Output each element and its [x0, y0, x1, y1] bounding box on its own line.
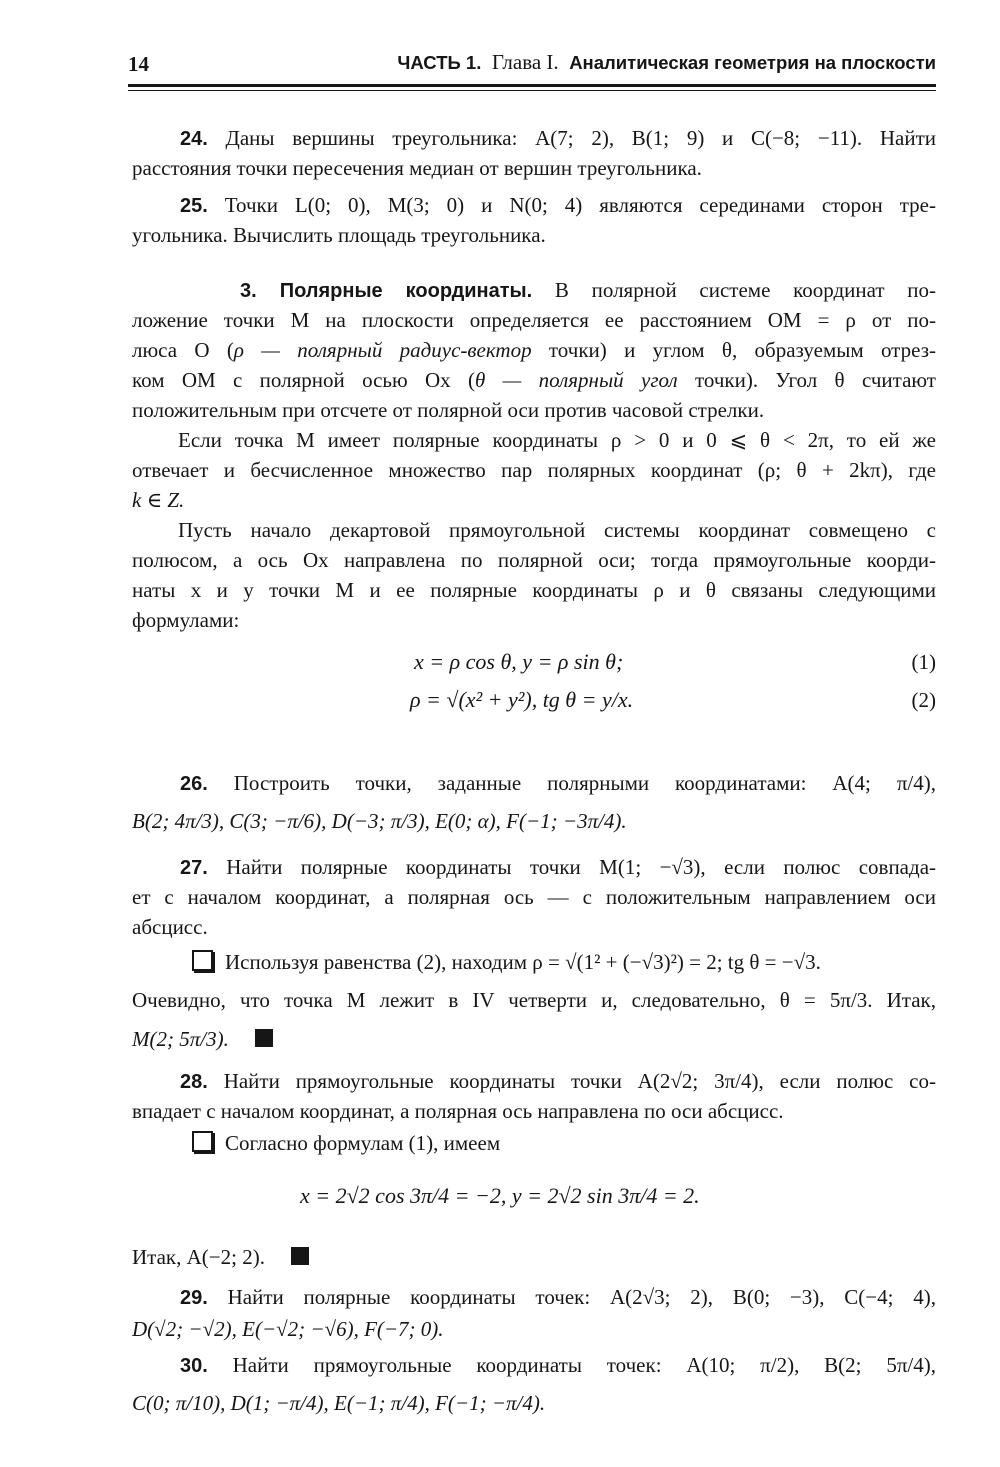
problem-27-line-1: 27. Найти полярные координаты точки M(1; −√3), если полюс совпада-: [180, 855, 937, 879]
problem-28-solution-1: Согласно формулам (1), имеем: [132, 1128, 936, 1158]
problem-number: 30.: [180, 1355, 208, 1377]
section-p3-line-1: Пусть начало декартовой прямоугольной системы координат совмещено с: [178, 518, 936, 542]
problem-27-line-2: ет с началом координат, а полярная ось — с положительным направлением оси: [132, 885, 936, 909]
section-p2-line-2: отвечает и бесчисленное множество пар полярных координат (ρ; θ + 2kπ), где: [132, 458, 936, 482]
problem-30: [132, 1350, 936, 1430]
section-p3-line-3: наты x и y точки M и ее полярные координаты ρ и θ связаны следующими: [132, 578, 936, 602]
solution-start-icon: [192, 950, 213, 971]
section-heading: 3. Полярные координаты.: [240, 280, 533, 302]
section-p3-line-4: формулами:: [132, 608, 240, 632]
section-line-2: ложение точки M на плоскости определяется ее расстоянием OM = ρ от по-: [132, 308, 936, 332]
section-3-polar-coordinates: [132, 275, 936, 630]
header-title: [397, 50, 936, 75]
problem-27-solution-2: Очевидно, что точка M лежит в IV четверти и, следовательно, θ = 5π/3. Итак,: [132, 988, 936, 1012]
section-line-1: 3. Полярные координаты. В полярной системе координат по-: [240, 278, 936, 302]
problem-28-answer: [132, 1240, 936, 1274]
problem-number: 25.: [180, 195, 208, 217]
problem-25-line-2: угольника. Вычислить площадь треугольника.: [132, 223, 546, 247]
problem-number: 26.: [180, 773, 208, 795]
header-part: ЧАСТЬ 1.: [397, 52, 482, 73]
problem-29: [132, 1282, 936, 1352]
section-p3-line-2: полюсом, а ось Ox направлена по полярной оси; тогда прямоугольные коорди-: [132, 548, 936, 572]
problem-25: [132, 190, 936, 260]
header-chapter-title: Аналитическая геометрия на плоскости: [569, 52, 936, 73]
problem-27-solution-3: M(2; 5π/3).: [132, 1024, 936, 1054]
problem-25-line-1: 25. Точки L(0; 0), M(3; 0) и N(0; 4) являются серединами сторон тре-: [180, 193, 936, 217]
formula-1: x = ρ cos θ, y = ρ sin θ;: [414, 649, 624, 674]
problem-30-line-2: C(0; π/10), D(1; −π/4), E(−1; π/4), F(−1; −π/4).: [132, 1391, 546, 1415]
header-rule-thin: [128, 90, 936, 91]
header-chapter: Глава I.: [491, 50, 559, 74]
problem-28-solution-2: Итак, A(−2; 2).: [132, 1242, 936, 1272]
term-polar-angle: θ — полярный угол: [475, 368, 678, 392]
problem-27-line-3: абсцисс.: [132, 915, 208, 939]
formula-2: ρ = √(x² + y²), tg θ = y/x.: [410, 687, 634, 712]
section-p2-line-1: Если точка M имеет полярные координаты ρ > 0 и 0 ⩽ θ < 2π, то ей же: [178, 428, 936, 452]
section-line-3: люса O (ρ — полярный радиус-вектор точки) и углом θ, образуемым отрез-: [132, 338, 936, 362]
section-line-5: положительным при отсчете от полярной оси против часовой стрелки.: [132, 398, 765, 422]
formulas-block: [132, 640, 936, 720]
page-number: 14: [128, 52, 149, 76]
problem-27: [132, 852, 936, 1062]
section-line-4: ком OM с полярной осью Ox (θ — полярный угол точки). Угол θ считают: [132, 368, 936, 392]
problem-26: [132, 768, 936, 838]
formula-2-number: (2): [911, 688, 936, 712]
section-p2-line-3: k ∈ Z.: [132, 488, 185, 512]
problem-28-formula: x = 2√2 cos 3π/4 = −2, y = 2√2 sin 3π/4 = 2.: [300, 1183, 700, 1208]
problem-30-line-1: 30. Найти прямоугольные координаты точек: A(10; π/2), B(2; 5π/4),: [180, 1353, 936, 1377]
problem-28-line-2: впадает с началом координат, а полярная ось направлена по оси абсцисс.: [132, 1099, 784, 1123]
problem-28: [132, 1066, 936, 1241]
problem-29-line-1: 29. Найти полярные координаты точек: A(2√3; 2), B(0; −3), C(−4; 4),: [180, 1285, 936, 1309]
formula-1-number: (1): [911, 650, 936, 674]
term-polar-radius: ρ — полярный радиус-вектор: [233, 338, 532, 362]
problem-24-line-1: 24. Даны вершины треугольника: A(7; 2), B(1; 9) и C(−8; −11). Найти: [180, 126, 936, 150]
problem-26-line-2: B(2; 4π/3), C(3; −π/6), D(−3; π/3), E(0; α), F(−1; −3π/4).: [132, 809, 627, 833]
problem-number: 24.: [180, 128, 208, 150]
problem-number: 28.: [180, 1071, 208, 1093]
qed-icon: [255, 1029, 273, 1047]
header-rule-thick: [128, 84, 936, 87]
problem-29-line-2: D(√2; −√2), E(−√2; −√6), F(−7; 0).: [132, 1317, 444, 1341]
qed-icon: [291, 1247, 309, 1265]
problem-number: 29.: [180, 1287, 208, 1309]
problem-24: [132, 123, 936, 193]
problem-26-line-1: 26. Построить точки, заданные полярными координатами: A(4; π/4),: [180, 771, 936, 795]
solution-start-icon: [192, 1131, 213, 1152]
problem-24-line-2: расстояния точки пересечения медиан от вершин треугольника.: [132, 156, 702, 180]
problem-28-line-1: 28. Найти прямоугольные координаты точки A(2√2; 3π/4), если полюс со-: [180, 1069, 937, 1093]
problem-number: 27.: [180, 857, 208, 879]
problem-27-solution-1: Используя равенства (2), находим ρ = √(1² + (−√3)²) = 2; tg θ = −√3.: [132, 947, 936, 977]
running-header: [128, 46, 936, 76]
